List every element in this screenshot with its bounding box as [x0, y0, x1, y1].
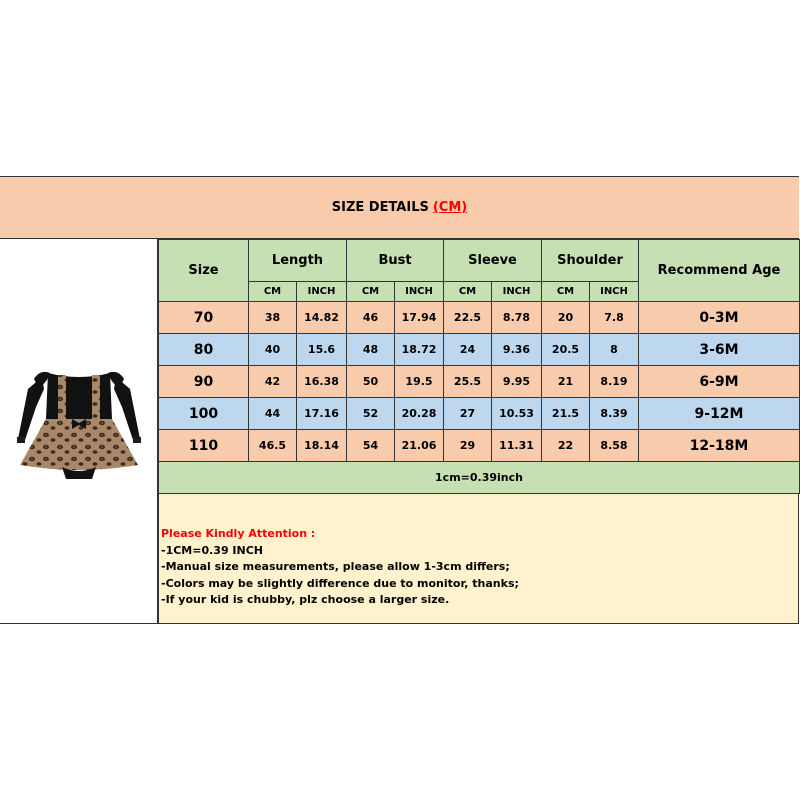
- shoulder-cm-cell: 20.5: [542, 334, 590, 366]
- title-unit: (CM): [432, 200, 468, 215]
- unit-cm: CM: [347, 282, 395, 302]
- size-cell: 110: [159, 430, 249, 462]
- length-cm-cell: 44: [249, 398, 297, 430]
- shoulder-header: Shoulder: [542, 240, 639, 282]
- table-row: [159, 398, 800, 430]
- bust-cm-cell: 50: [347, 366, 395, 398]
- sleeve-cm-cell: 22.5: [444, 302, 492, 334]
- unit-cm: CM: [249, 282, 297, 302]
- title-text: SIZE DETAILS: [331, 200, 429, 215]
- unit-cm: CM: [444, 282, 492, 302]
- shoulder-inch-cell: 8.58: [590, 430, 639, 462]
- shoulder-inch-cell: 8.39: [590, 398, 639, 430]
- sleeve-cm-cell: 29: [444, 430, 492, 462]
- size-chart-table: [158, 239, 800, 494]
- table-row: [159, 430, 800, 462]
- bust-cm-cell: 48: [347, 334, 395, 366]
- length-header: Length: [249, 240, 347, 282]
- notes-panel: [158, 494, 799, 624]
- bust-inch-cell: 19.5: [395, 366, 444, 398]
- shoulder-cm-cell: 21.5: [542, 398, 590, 430]
- age-cell: 0-3M: [639, 302, 800, 334]
- unit-inch: INCH: [590, 282, 639, 302]
- shoulder-cm-cell: 22: [542, 430, 590, 462]
- sleeve-header: Sleeve: [444, 240, 542, 282]
- age-cell: 9-12M: [639, 398, 800, 430]
- bust-cm-cell: 52: [347, 398, 395, 430]
- note-line: -Colors may be slightly difference due to monitor, thanks;: [161, 576, 519, 590]
- length-inch-cell: 16.38: [297, 366, 347, 398]
- sleeve-cm-cell: 25.5: [444, 366, 492, 398]
- conversion-row: [159, 462, 800, 494]
- size-cell: 100: [159, 398, 249, 430]
- shoulder-cm-cell: 21: [542, 366, 590, 398]
- note-line: -If your kid is chubby, plz choose a larger size.: [161, 593, 450, 606]
- table-row: [159, 334, 800, 366]
- note-line: -Manual size measurements, please allow 1-3cm differs;: [161, 560, 510, 573]
- size-cell: 90: [159, 366, 249, 398]
- note-line: -1CM=0.39 INCH: [161, 543, 264, 557]
- length-cm-cell: 46.5: [249, 430, 297, 462]
- length-inch-cell: 17.16: [297, 398, 347, 430]
- length-inch-cell: 14.82: [297, 302, 347, 334]
- unit-inch: INCH: [297, 282, 347, 302]
- table-row: [159, 366, 800, 398]
- age-header: Recommend Age: [639, 240, 800, 302]
- bust-inch-cell: 17.94: [395, 302, 444, 334]
- size-cell: 70: [159, 302, 249, 334]
- shoulder-inch-cell: 8: [590, 334, 639, 366]
- length-inch-cell: 18.14: [297, 430, 347, 462]
- shoulder-cm-cell: 20: [542, 302, 590, 334]
- table-row: [159, 302, 800, 334]
- unit-inch: INCH: [492, 282, 542, 302]
- sleeve-cm-cell: 24: [444, 334, 492, 366]
- bust-cm-cell: 46: [347, 302, 395, 334]
- length-cm-cell: 42: [249, 366, 297, 398]
- romper-dress-icon: [17, 372, 141, 479]
- size-header: Size: [159, 240, 249, 302]
- sleeve-inch-cell: 9.95: [492, 366, 542, 398]
- attention-heading: Please Kindly Attention :: [161, 527, 316, 540]
- sleeve-inch-cell: 8.78: [492, 302, 542, 334]
- length-inch-cell: 15.6: [297, 334, 347, 366]
- sleeve-cm-cell: 27: [444, 398, 492, 430]
- sleeve-inch-cell: 10.53: [492, 398, 542, 430]
- product-image-cell: [0, 239, 158, 624]
- shoulder-inch-cell: 7.8: [590, 302, 639, 334]
- unit-cm: CM: [542, 282, 590, 302]
- bust-inch-cell: 20.28: [395, 398, 444, 430]
- length-cm-cell: 38: [249, 302, 297, 334]
- bust-cm-cell: 54: [347, 430, 395, 462]
- sleeve-inch-cell: 9.36: [492, 334, 542, 366]
- bust-inch-cell: 21.06: [395, 430, 444, 462]
- sleeve-inch-cell: 11.31: [492, 430, 542, 462]
- size-cell: 80: [159, 334, 249, 366]
- age-cell: 12-18M: [639, 430, 800, 462]
- size-details-title: [0, 176, 799, 239]
- conversion-note: 1cm=0.39inch: [159, 462, 800, 494]
- bust-header: Bust: [347, 240, 444, 282]
- age-cell: 3-6M: [639, 334, 800, 366]
- age-cell: 6-9M: [639, 366, 800, 398]
- shoulder-inch-cell: 8.19: [590, 366, 639, 398]
- unit-inch: INCH: [395, 282, 444, 302]
- length-cm-cell: 40: [249, 334, 297, 366]
- bust-inch-cell: 18.72: [395, 334, 444, 366]
- product-image: [0, 239, 158, 623]
